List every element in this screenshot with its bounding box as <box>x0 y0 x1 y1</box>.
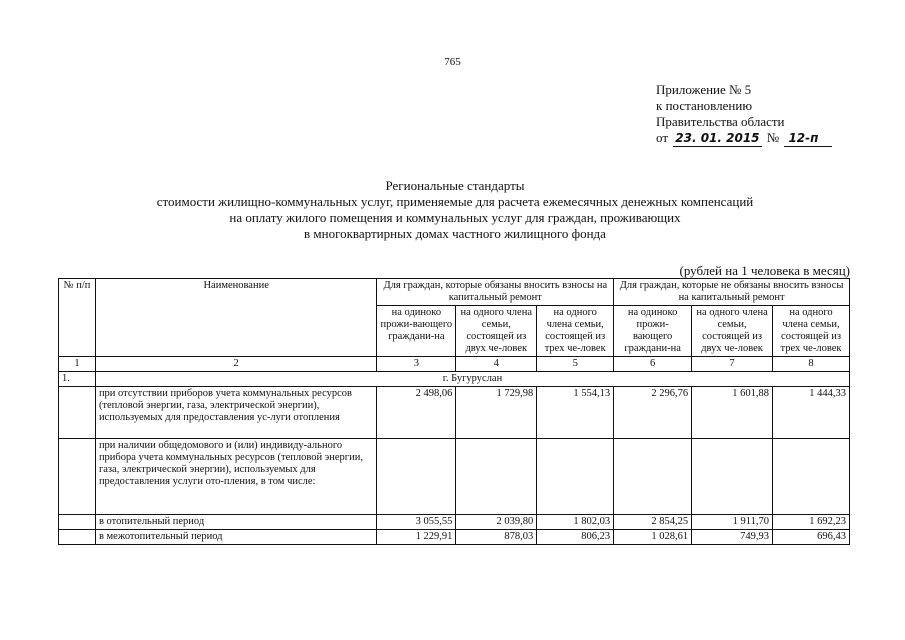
value-cell <box>537 439 614 515</box>
col-number: 4 <box>456 357 537 372</box>
value-cell <box>377 439 456 515</box>
appendix-line-resolution: к постановлению <box>656 98 753 113</box>
header-sub: на одиноко прожи-вающего граждани-на <box>614 306 692 357</box>
empty-cell <box>59 530 96 545</box>
header-sub: на одного члена семьи, состоящей из двух че-ловек <box>692 306 773 357</box>
value-cell: 1 028,61 <box>614 530 692 545</box>
col-number: 1 <box>59 357 96 372</box>
table-row <box>59 387 850 439</box>
col-number: 3 <box>377 357 456 372</box>
empty-cell <box>59 439 96 515</box>
page-number: 765 <box>444 56 461 68</box>
value-cell: 749,93 <box>692 530 773 545</box>
value-cell <box>692 439 773 515</box>
header-sub: на одного члена семьи, состоящей из трех че-ловек <box>537 306 614 357</box>
header-num: № п/п <box>59 279 96 357</box>
value-cell: 1 554,13 <box>537 387 614 439</box>
number-label: № <box>766 130 780 145</box>
title-line-3: на оплату жилого помещения и коммунальных услуг для граждан, проживающих <box>229 210 681 225</box>
appendix-title: Приложение № 5 <box>656 82 752 97</box>
value-cell: 3 055,55 <box>377 515 456 530</box>
col-number: 6 <box>614 357 692 372</box>
value-cell: 1 692,23 <box>773 515 850 530</box>
value-cell: 1 601,88 <box>692 387 773 439</box>
value-cell: 1 911,70 <box>692 515 773 530</box>
empty-cell <box>59 387 96 439</box>
table-row <box>59 515 850 530</box>
title-line-1: Региональные стандарты <box>385 178 525 193</box>
column-number-row <box>59 357 850 372</box>
title-line-4: в многоквартирных домах частного жилищного фонда <box>304 226 606 241</box>
row-name: в отопительный период <box>95 515 376 530</box>
row-name: в межотопительный период <box>95 530 376 545</box>
row-name: при наличии общедомового и (или) индивиду-ального прибора учета коммунальных ресурсов (тепловой энергии, газа, электрической энергии), используемых для предоставления услуги ото-пления, в том числе: <box>95 439 376 515</box>
row-name: при отсутствии приборов учета коммунальных ресурсов (тепловой энергии, газа, электрической энергии), используемых для предоставления ус-луги отопления <box>95 387 376 439</box>
header-group-not-obliged: Для граждан, которые не обязаны вносить взносы на капитальный ремонт <box>614 279 850 306</box>
col-number: 5 <box>537 357 614 372</box>
value-cell <box>773 439 850 515</box>
document-title <box>100 178 810 242</box>
value-cell: 696,43 <box>773 530 850 545</box>
value-cell: 2 854,25 <box>614 515 692 530</box>
value-cell <box>456 439 537 515</box>
value-cell: 2 498,06 <box>377 387 456 439</box>
value-cell: 1 729,98 <box>456 387 537 439</box>
value-cell: 2 296,76 <box>614 387 692 439</box>
header-sub: на одного члена семьи, состоящей из трех че-ловек <box>773 306 850 357</box>
appendix-date-line <box>656 130 832 147</box>
handwritten-date: 23. 01. 2015 <box>675 131 760 145</box>
value-cell: 1 444,33 <box>773 387 850 439</box>
standards-table <box>58 278 850 545</box>
header-sub: на одиноко прожи-вающего граждани-на <box>377 306 456 357</box>
value-cell <box>614 439 692 515</box>
appendix-line-government: Правительства области <box>656 114 785 129</box>
empty-cell <box>59 515 96 530</box>
value-cell: 806,23 <box>537 530 614 545</box>
col-number: 8 <box>773 357 850 372</box>
title-line-2: стоимости жилищно-коммунальных услуг, применяемые для расчета ежемесячных денежных компенсаций <box>156 194 754 209</box>
from-label: от <box>656 130 669 145</box>
header-group-obliged: Для граждан, которые обязаны вносить взносы на капитальный ремонт <box>377 279 614 306</box>
table-row <box>59 439 850 515</box>
appendix-block <box>656 82 832 147</box>
col-number: 7 <box>692 357 773 372</box>
col-number: 2 <box>95 357 376 372</box>
header-sub: на одного члена семьи, состоящей из двух че-ловек <box>456 306 537 357</box>
value-cell: 2 039,80 <box>456 515 537 530</box>
header-name: Наименование <box>95 279 376 357</box>
value-cell: 1 229,91 <box>377 530 456 545</box>
value-cell: 878,03 <box>456 530 537 545</box>
table-row <box>59 530 850 545</box>
units-note: (рублей на 1 человека в месяц) <box>679 263 850 278</box>
value-cell: 1 802,03 <box>537 515 614 530</box>
city-name: г. Бугуруслан <box>95 372 849 387</box>
section-number: 1. <box>59 372 96 387</box>
handwritten-number: 12-п <box>784 130 832 147</box>
city-row <box>59 372 850 387</box>
